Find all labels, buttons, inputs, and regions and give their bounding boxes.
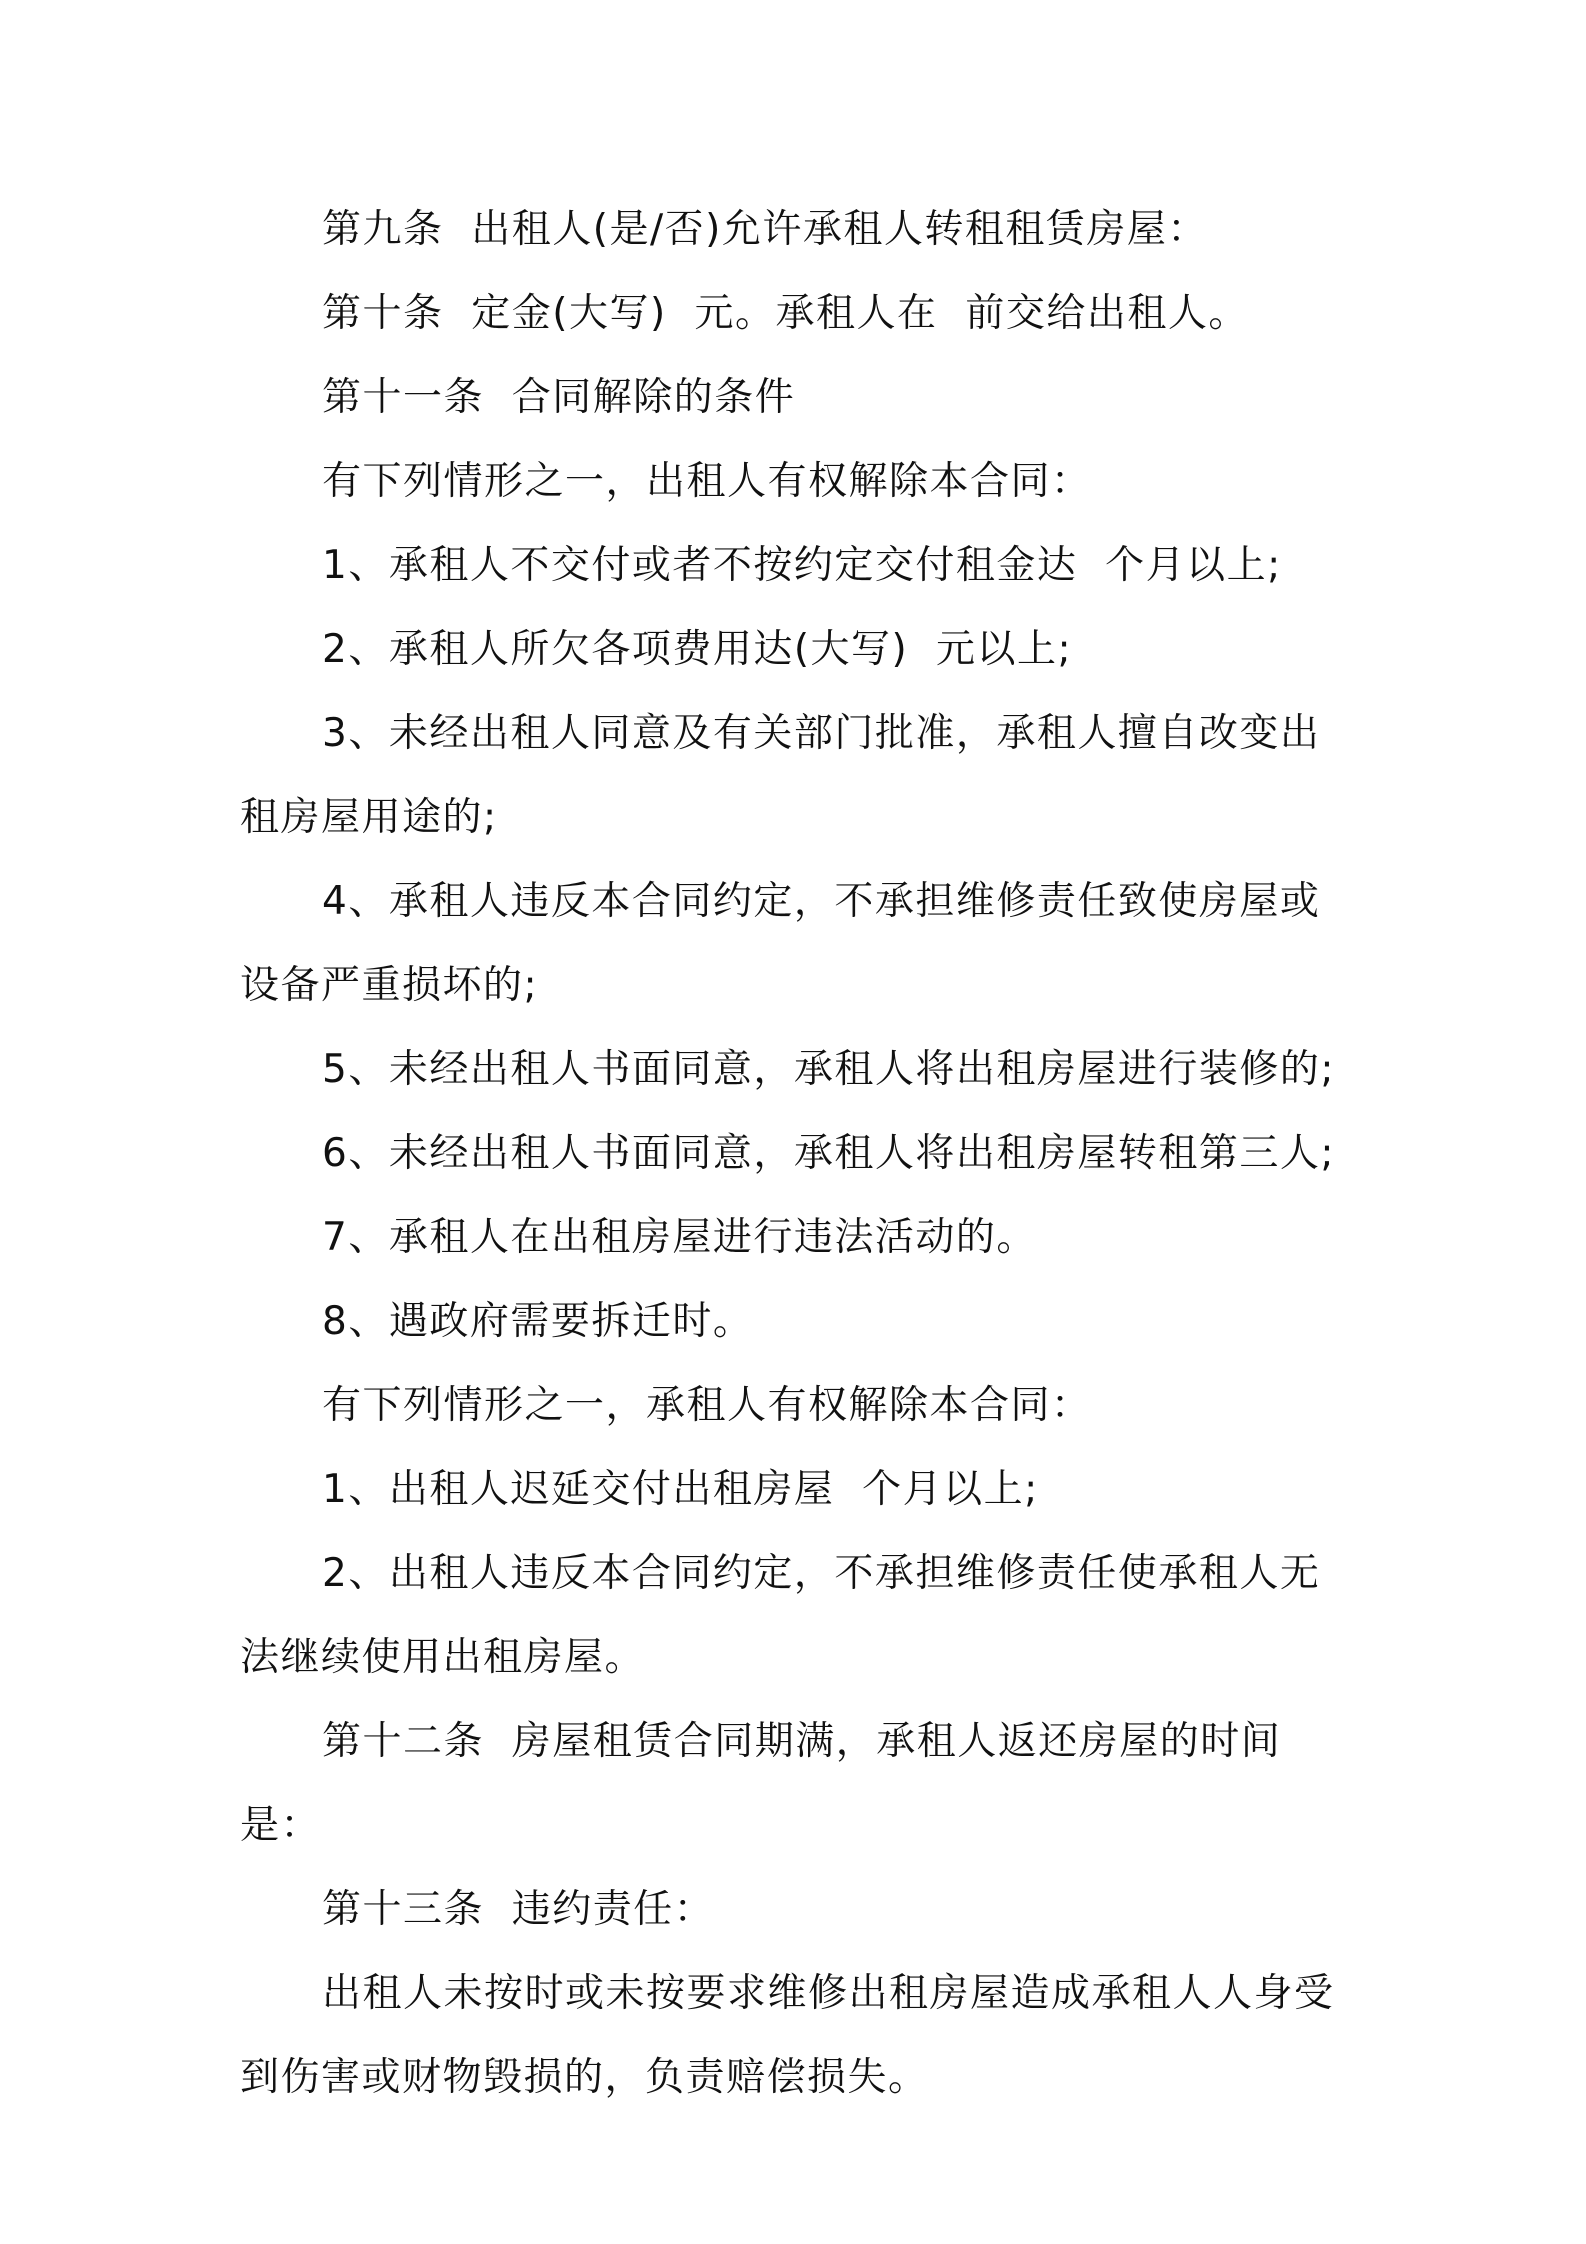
list-item-lessor-2: 2、承租人所欠各项费用达(大写) 元以上; [322,627,1073,672]
list-item-lessor-1: 1、承租人不交付或者不按约定交付租金达 个月以上; [322,543,1282,588]
paragraph-article-10: 第十条 定金(大写) 元。承租人在 前交给出租人。 [322,291,1249,336]
list-item-lessee-2: 2、出租人违反本合同约定，不承担维修责任使承租人无法继续使用出租房屋。 [240,1551,1321,1680]
document-body [240,188,1356,2120]
paragraph-article-9: 第九条 出租人(是/否)允许承租人转租租赁房屋： [322,207,1208,252]
list-item-lessor-7: 7、承租人在出租房屋进行违法活动的。 [322,1215,1037,1260]
paragraph-article-13-heading: 第十三条 违约责任： [322,1887,715,1932]
paragraph-lessor-termination-intro: 有下列情形之一，出租人有权解除本合同： [322,459,1092,504]
list-item-lessor-8: 8、遇政府需要拆迁时。 [322,1299,754,1344]
paragraph-article-12: 第十二条 房屋租赁合同期满，承租人返还房屋的时间是： [240,1719,1282,1848]
list-item-lessee-1: 1、出租人迟延交付出租房屋 个月以上; [322,1467,1039,1512]
list-item-lessor-6: 6、未经出租人书面同意，承租人将出租房屋转租第三人; [322,1131,1335,1176]
paragraph-lessor-liability: 出租人未按时或未按要求维修出租房屋造成承租人人身受到伤害或财物毁损的，负责赔偿损失。 [240,1971,1335,2100]
paragraph-article-11-heading: 第十一条 合同解除的条件 [322,375,796,420]
list-item-lessor-5: 5、未经出租人书面同意，承租人将出租房屋进行装修的; [322,1047,1335,1092]
list-item-lessor-4: 4、承租人违反本合同约定，不承担维修责任致使房屋或设备严重损坏的; [240,879,1321,1008]
paragraph-lessee-termination-intro: 有下列情形之一，承租人有权解除本合同： [322,1383,1092,1428]
list-item-lessor-3: 3、未经出租人同意及有关部门批准，承租人擅自改变出租房屋用途的; [240,711,1321,840]
